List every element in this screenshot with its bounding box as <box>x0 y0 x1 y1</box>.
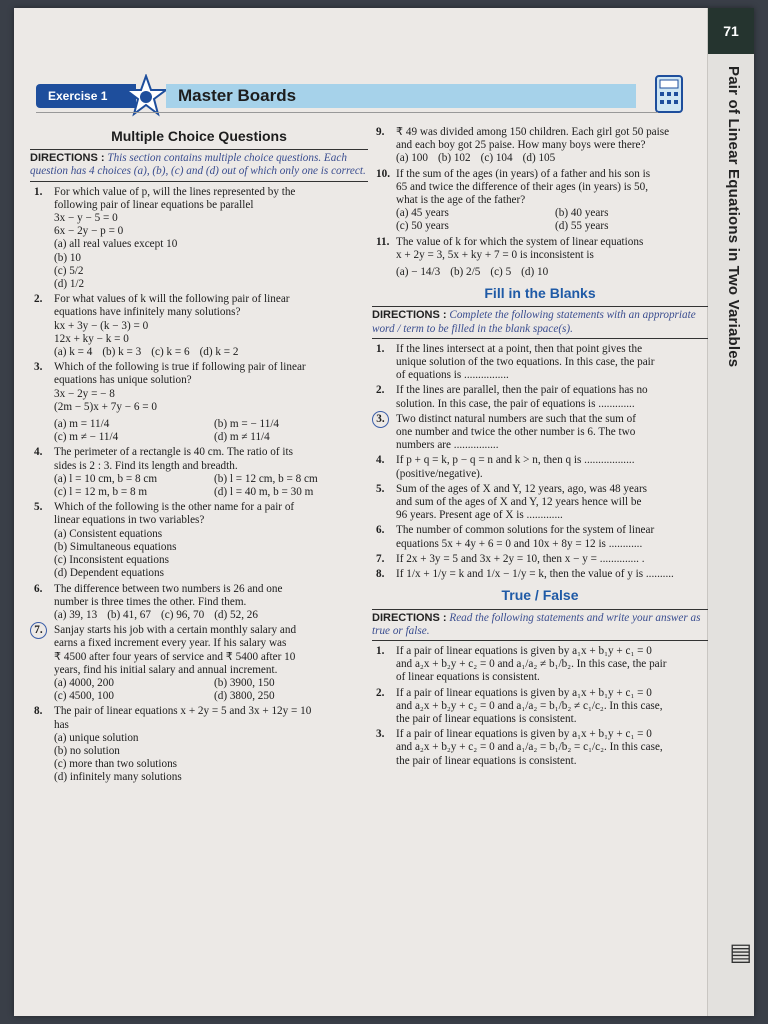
options-row <box>54 346 368 359</box>
item-text: of linear equations is consistent. <box>396 671 540 684</box>
mcq-directions <box>30 149 368 181</box>
option: (d) k = 2 <box>199 346 239 359</box>
item-text: If the lines intersect at a point, then that point gives the <box>396 342 643 355</box>
item-text: and sum of the ages of X and Y, 12 years hence will be <box>396 496 642 509</box>
question-text: following pair of linear equations be parallel <box>54 198 254 211</box>
equation: 6x − 2y − p = 0 <box>54 225 124 238</box>
options-row <box>54 609 368 622</box>
question-text: If the sum of the ages (in years) of a father and his son is <box>396 167 651 180</box>
question-number: 9. <box>376 126 385 138</box>
option: (b) 10 <box>54 251 82 264</box>
item-text: The number of common solutions for the system of linear <box>396 524 655 537</box>
chapter-title: Pair of Linear Equations in Two Variables <box>725 66 742 368</box>
question <box>372 126 708 166</box>
option: (c) l = 12 m, b = 8 m <box>54 486 148 499</box>
option: (a) − 14/3 <box>396 266 441 279</box>
question-number: 6. <box>34 582 43 595</box>
option: (c) 5/2 <box>54 264 84 277</box>
true-false-directions <box>372 609 708 641</box>
question-text: years, find his initial salary and annual increment. <box>54 663 278 676</box>
question-text: For which value of p, will the lines represented by the <box>54 185 296 198</box>
item-text: If a pair of linear equations is given by a₁x + b₁y + c₁ = 0 <box>396 644 652 657</box>
option: (b) l = 12 cm, b = 8 cm <box>214 472 318 485</box>
mcq-directions-label: DIRECTIONS : <box>30 152 105 165</box>
option: (c) 104 <box>480 152 513 165</box>
question <box>30 501 368 580</box>
blank-item <box>372 483 708 523</box>
blank-item <box>372 553 708 566</box>
tf-item <box>372 728 708 768</box>
question-text: Sanjay starts his job with a certain monthly salary and <box>54 624 297 637</box>
equation: kx + 3y − (k − 3) = 0 <box>54 319 149 332</box>
question-text: sides is 2 : 3. Find its length and breadth. <box>54 459 238 472</box>
question <box>372 236 708 280</box>
true-false-directions-label: DIRECTIONS : <box>372 611 447 624</box>
option: (a) m = 11/4 <box>54 418 110 431</box>
option: (c) 4500, 100 <box>54 690 114 703</box>
question-text: number is three times the other. Find them. <box>54 595 247 608</box>
equation: 3x − 2y = − 8 <box>54 387 115 400</box>
item-number: 2. <box>376 686 385 699</box>
left-column <box>30 128 368 787</box>
question <box>30 705 368 784</box>
textbook-page <box>14 8 754 1016</box>
option: (b) 40 years <box>555 207 609 220</box>
option: (a) unique solution <box>54 731 139 744</box>
item-text: If a pair of linear equations is given by a₁x + b₁y + c₁ = 0 <box>396 728 652 741</box>
question-number: 3. <box>34 361 43 374</box>
blank-item <box>372 568 708 581</box>
option: (b) no solution <box>54 744 120 757</box>
options-grid <box>396 207 708 233</box>
item-text: and a₂x + b₂y + c₂ = 0 and a₁/a₂ ≠ b₁/b₂. In this case, the pair <box>396 658 667 671</box>
item-number: 8. <box>376 568 385 581</box>
question-number: 8. <box>34 705 43 718</box>
tf-item <box>372 645 708 685</box>
blank-item <box>372 384 708 410</box>
item-text: solution. In this case, the pair of equations is ............. <box>396 397 635 410</box>
item-text: Sum of the ages of X and Y, 12 years, ago, was 48 years <box>396 482 648 495</box>
question <box>372 168 708 234</box>
question <box>30 361 368 444</box>
item-text: and a₂x + b₂y + c₂ = 0 and a₁/a₂ = b₁/b₂ = c₁/c₂. In this case, <box>396 741 663 754</box>
question-text: ₹ 4500 after four years of service and ₹ 5400 after 10 <box>54 650 296 663</box>
tf-item <box>372 687 708 727</box>
item-text: (positive/negative). <box>396 467 483 480</box>
blank-item <box>372 413 708 453</box>
option: (d) infinitely many solutions <box>54 771 182 784</box>
question-text: For what values of k will the following pair of linear <box>54 293 290 306</box>
true-false-heading: True / False <box>501 587 579 604</box>
true-false-directions-text: Read the following statements and write your answer as true or false. <box>372 611 701 637</box>
question-text: The value of k for which the system of linear equations <box>396 235 644 248</box>
question-text: The perimeter of a rectangle is 40 cm. The ratio of its <box>54 446 293 459</box>
options-row <box>396 266 708 279</box>
equation: 12x + ky − k = 0 <box>54 332 129 345</box>
option: (c) more than two solutions <box>54 758 178 771</box>
blank-item <box>372 524 708 550</box>
option: (d) 105 <box>522 152 556 165</box>
option: (a) all real values except 10 <box>54 238 178 251</box>
item-text: If a pair of linear equations is given by a₁x + b₁y + c₁ = 0 <box>396 686 652 699</box>
option: (a) 45 years <box>396 207 449 220</box>
question-number: 2. <box>34 293 43 306</box>
fill-blanks-directions <box>372 306 708 338</box>
option: (a) 100 <box>396 152 428 165</box>
question <box>30 446 368 499</box>
item-text: If the lines are parallel, then the pair of equations has no <box>396 384 648 397</box>
option: (c) 5 <box>490 266 512 279</box>
question-number: 1. <box>34 185 43 198</box>
option: (d) 10 <box>521 266 549 279</box>
calculator-icon <box>654 74 684 114</box>
option: (b) k = 3 <box>102 346 142 359</box>
question-text: The pair of linear equations x + 2y = 5 and 3x + 12y = 10 <box>54 705 312 718</box>
item-text: Two distinct natural numbers are such that the sum of <box>396 412 637 425</box>
fill-blanks-directions-label: DIRECTIONS : <box>372 309 447 322</box>
question <box>30 186 368 292</box>
options-row <box>396 152 708 165</box>
option: (d) 1/2 <box>54 278 85 291</box>
option: (c) 50 years <box>396 220 449 233</box>
item-number: 1. <box>376 342 385 355</box>
section-title: Master Boards <box>166 84 636 108</box>
item-number: 1. <box>376 644 385 657</box>
option: (a) k = 4 <box>54 346 93 359</box>
item-number: 3. <box>372 411 389 428</box>
right-column <box>372 126 708 770</box>
option: (a) l = 10 cm, b = 8 cm <box>54 472 158 485</box>
question-text: earns a fixed increment every year. If his salary was <box>54 637 287 650</box>
option: (b) m = − 11/4 <box>214 418 280 431</box>
page-number: 71 <box>708 8 754 54</box>
item-text: numbers are ................ <box>396 439 499 452</box>
question-number: 7. <box>30 622 47 639</box>
option: (a) Consistent equations <box>54 527 163 540</box>
option: (b) 102 <box>438 152 471 165</box>
option: (d) m ≠ 11/4 <box>214 431 270 444</box>
option: (d) 55 years <box>555 220 609 233</box>
header-rule <box>36 112 658 113</box>
mcq-heading: Multiple Choice Questions <box>111 128 287 144</box>
item-text: the pair of linear equations is consistent. <box>396 712 577 725</box>
question-text: has <box>54 718 69 731</box>
question-text: and each boy got 25 paise. How many boys were there? <box>396 139 646 152</box>
item-number: 7. <box>376 552 385 565</box>
question-text: equations has unique solution? <box>54 374 192 387</box>
item-number: 2. <box>376 384 385 397</box>
item-text: unique solution of the two equations. In this case, the pair <box>396 356 655 369</box>
question-number: 10. <box>376 167 390 180</box>
question-number: 11. <box>376 235 390 248</box>
item-number: 6. <box>376 524 385 537</box>
option: (d) Dependent equations <box>54 567 164 580</box>
book-stack-icon: ▤ <box>729 940 752 966</box>
option: (c) k = 6 <box>151 346 190 359</box>
item-text: 96 years. Present age of X is ............. <box>396 509 563 522</box>
item-number: 3. <box>376 728 385 741</box>
equation: 3x − y − 5 = 0 <box>54 212 118 225</box>
item-text: one number and twice the other number is 6. The two <box>396 426 636 439</box>
option: (d) l = 40 m, b = 30 m <box>214 486 314 499</box>
question-number: 5. <box>34 501 43 514</box>
item-number: 4. <box>376 454 385 467</box>
question-text: x + 2y = 3, 5x + ky + 7 = 0 is inconsistent is <box>396 248 594 261</box>
option: (d) 52, 26 <box>214 608 258 621</box>
question-text: what is the age of the father? <box>396 194 526 207</box>
option: (c) Inconsistent equations <box>54 554 169 567</box>
exercise-badge: Exercise 1 <box>36 84 136 108</box>
question-text: linear equations in two variables? <box>54 514 205 527</box>
option: (b) Simultaneous equations <box>54 540 177 553</box>
item-text: and a₂x + b₂y + c₂ = 0 and a₁/a₂ = b₁/b₂ ≠ c₁/c₂. In this case, <box>396 699 663 712</box>
option: (a) 39, 13 <box>54 608 98 621</box>
question <box>30 583 368 623</box>
question-text: Which of the following is the other name for a pair of <box>54 501 295 514</box>
fill-blanks-heading: Fill in the Blanks <box>484 285 596 302</box>
fill-blanks-directions-text: Complete the following statements with an appropriate word / term to be filled in the blank space(s). <box>372 309 696 335</box>
item-text: of equations is ................ <box>396 369 509 382</box>
options-grid <box>54 677 368 703</box>
question-text: equations have infinitely many solutions? <box>54 306 241 319</box>
option: (b) 2/5 <box>450 266 481 279</box>
options-grid <box>54 418 368 444</box>
chapter-side-strip <box>707 8 754 1016</box>
mcq-directions-text: This section contains multiple choice questions. Each question has 4 choices (a), (b), (c) and (d) out of which only one is correct. <box>30 152 366 178</box>
option: (b) 41, 67 <box>107 608 151 621</box>
item-text: If p + q = k, p − q = n and k > n, then q is .................. <box>396 454 635 467</box>
option: (c) m ≠ − 11/4 <box>54 431 119 444</box>
options-grid <box>54 473 368 499</box>
blank-item <box>372 343 708 383</box>
option: (d) 3800, 250 <box>214 690 275 703</box>
item-text: equations 5x + 4y + 6 = 0 and 10x + 8y = 12 is ............ <box>396 537 643 550</box>
item-text: If 1/x + 1/y = k and 1/x − 1/y = k, then the value of y is .......... <box>396 568 674 581</box>
question <box>30 293 368 359</box>
item-text: If 2x + 3y = 5 and 3x + 2y = 10, then x − y = .............. . <box>396 552 645 565</box>
item-text: the pair of linear equations is consistent. <box>396 754 577 767</box>
option: (a) 4000, 200 <box>54 676 114 689</box>
option: (c) 96, 70 <box>161 608 205 621</box>
option: (b) 3900, 150 <box>214 676 275 689</box>
item-number: 5. <box>376 482 385 495</box>
question-text: Which of the following is true if following pair of linear <box>54 361 306 374</box>
question <box>30 624 368 703</box>
question-text: 65 and twice the difference of their ages (in years) is 50, <box>396 180 649 193</box>
blank-item <box>372 454 708 480</box>
question-text: ₹ 49 was divided among 150 children. Each girl got 50 paise <box>396 126 670 138</box>
equation: (2m − 5)x + 7y − 6 = 0 <box>54 400 157 413</box>
question-text: The difference between two numbers is 26 and one <box>54 582 283 595</box>
question-number: 4. <box>34 446 43 459</box>
